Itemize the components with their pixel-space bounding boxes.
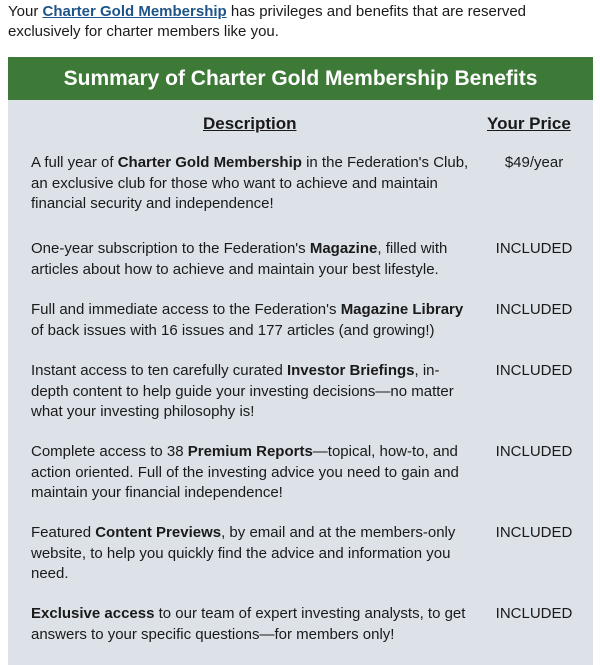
benefit-text: Featured bbox=[31, 524, 96, 541]
benefit-highlight: Magazine Library bbox=[340, 301, 464, 318]
column-header-description: Description bbox=[203, 114, 297, 133]
benefit-price: INCLUDED bbox=[495, 362, 573, 379]
benefit-row bbox=[31, 153, 586, 215]
benefit-price: INCLUDED bbox=[495, 240, 573, 257]
benefit-price: INCLUDED bbox=[495, 301, 573, 318]
benefit-price: INCLUDED bbox=[495, 524, 573, 541]
benefit-description bbox=[31, 153, 476, 215]
benefit-description bbox=[31, 361, 476, 423]
intro-before: Your bbox=[8, 3, 43, 20]
benefit-text: , in-depth content to help guide your investing decisions—no matter what your investing philosophy is! bbox=[31, 362, 454, 420]
intro-after: has privileges and benefits that are reserved exclusively for charter members like you. bbox=[8, 3, 527, 40]
benefit-text: to our team of expert investing analysts, to get answers to your specific questions—for members only! bbox=[31, 605, 466, 643]
benefit-row bbox=[31, 604, 586, 645]
card-title: Summary of Charter Gold Membership Benefits bbox=[8, 57, 593, 100]
benefit-text: , filled with articles about how to achieve and maintain your best lifestyle. bbox=[31, 240, 448, 278]
benefit-highlight: Charter Gold Membership bbox=[117, 154, 302, 171]
benefit-row bbox=[31, 239, 586, 280]
benefit-text: Full and immediate access to the Federation's bbox=[31, 301, 341, 318]
intro-text bbox=[8, 2, 593, 42]
benefit-text: in the Federation's Club, an exclusive club for those who want to achieve and maintain financial security and independence! bbox=[31, 154, 469, 212]
benefit-price: INCLUDED bbox=[495, 605, 573, 622]
benefit-price: $49/year bbox=[504, 154, 564, 171]
benefit-description bbox=[31, 442, 476, 504]
benefit-text: Instant access to ten carefully curated bbox=[31, 362, 287, 379]
benefit-highlight: Investor Briefings bbox=[286, 362, 415, 379]
benefit-row bbox=[31, 523, 586, 585]
benefit-description bbox=[31, 300, 476, 341]
benefit-price: INCLUDED bbox=[495, 443, 573, 460]
benefit-description bbox=[31, 604, 476, 645]
benefit-highlight: Premium Reports bbox=[187, 443, 313, 460]
benefit-row bbox=[31, 300, 586, 341]
benefit-text: Complete access to 38 bbox=[31, 443, 188, 460]
benefit-row bbox=[31, 361, 586, 423]
benefits-summary-card bbox=[8, 57, 593, 665]
benefit-highlight: Magazine bbox=[309, 240, 378, 257]
benefit-text: , by email and at the members-only website, to help you quickly find the advice and information you need. bbox=[31, 524, 456, 582]
benefit-text: of back issues with 16 issues and 177 articles (and growing!) bbox=[31, 321, 435, 339]
charter-gold-membership-link[interactable]: Charter Gold Membership bbox=[42, 3, 227, 20]
column-header-price: Your Price bbox=[487, 114, 571, 133]
benefit-highlight: Exclusive access bbox=[31, 605, 155, 622]
benefit-row bbox=[31, 442, 586, 504]
benefit-description bbox=[31, 239, 476, 280]
benefit-text: A full year of bbox=[31, 154, 118, 171]
benefit-text: One-year subscription to the Federation's bbox=[31, 240, 310, 257]
benefit-highlight: Content Previews bbox=[95, 524, 222, 541]
benefit-description bbox=[31, 523, 476, 585]
benefit-text: —topical, how-to, and action oriented. Full of the investing advice you need to gain and maintain your financial independence! bbox=[31, 443, 459, 501]
